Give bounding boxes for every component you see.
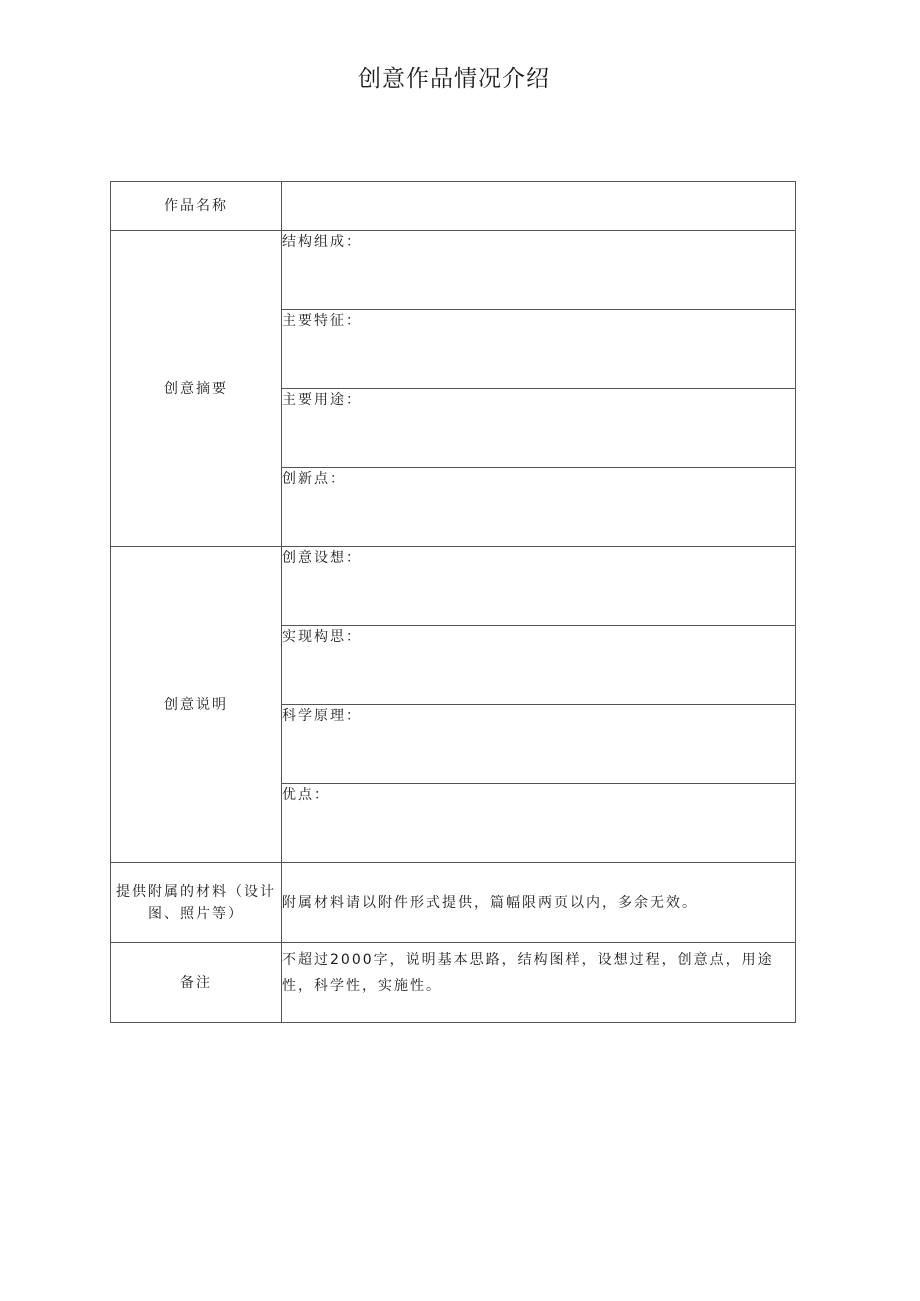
summary-label: 创意摘要 bbox=[111, 231, 282, 547]
remarks-field[interactable] bbox=[282, 943, 796, 1023]
page-title: 创意作品情况介绍 bbox=[358, 66, 550, 92]
main-uses-field[interactable]: 主要用途： bbox=[282, 389, 796, 468]
attachments-label: 提供附属的材料（设计图、照片等） bbox=[111, 863, 282, 943]
remarks-label: 备注 bbox=[111, 943, 282, 1023]
work-name-field[interactable] bbox=[282, 182, 796, 231]
work-name-label: 作品名称 bbox=[111, 182, 282, 231]
attachments-row bbox=[111, 863, 796, 943]
attachments-field[interactable]: 附属材料请以附件形式提供，篇幅限两页以内，多余无效。 bbox=[282, 863, 796, 943]
structure-composition-field[interactable]: 结构组成： bbox=[282, 231, 796, 310]
main-features-field[interactable]: 主要特征： bbox=[282, 310, 796, 389]
remarks-row bbox=[111, 943, 796, 1023]
creative-concept-field[interactable]: 创意设想： bbox=[282, 547, 796, 626]
explanation-label: 创意说明 bbox=[111, 547, 282, 863]
info-form-table bbox=[110, 181, 796, 1023]
work-name-row bbox=[111, 182, 796, 231]
implementation-idea-field[interactable]: 实现构思： bbox=[282, 626, 796, 705]
remarks-text: 不超过2000字，说明基本思路，结构图样，设想过程，创意点，用途性，科学性，实施性。 bbox=[282, 952, 774, 994]
summary-row bbox=[111, 231, 796, 310]
advantages-field[interactable]: 优点： bbox=[282, 784, 796, 863]
explanation-row bbox=[111, 547, 796, 626]
innovation-points-field[interactable]: 创新点： bbox=[282, 468, 796, 547]
scientific-principle-field[interactable]: 科学原理： bbox=[282, 705, 796, 784]
